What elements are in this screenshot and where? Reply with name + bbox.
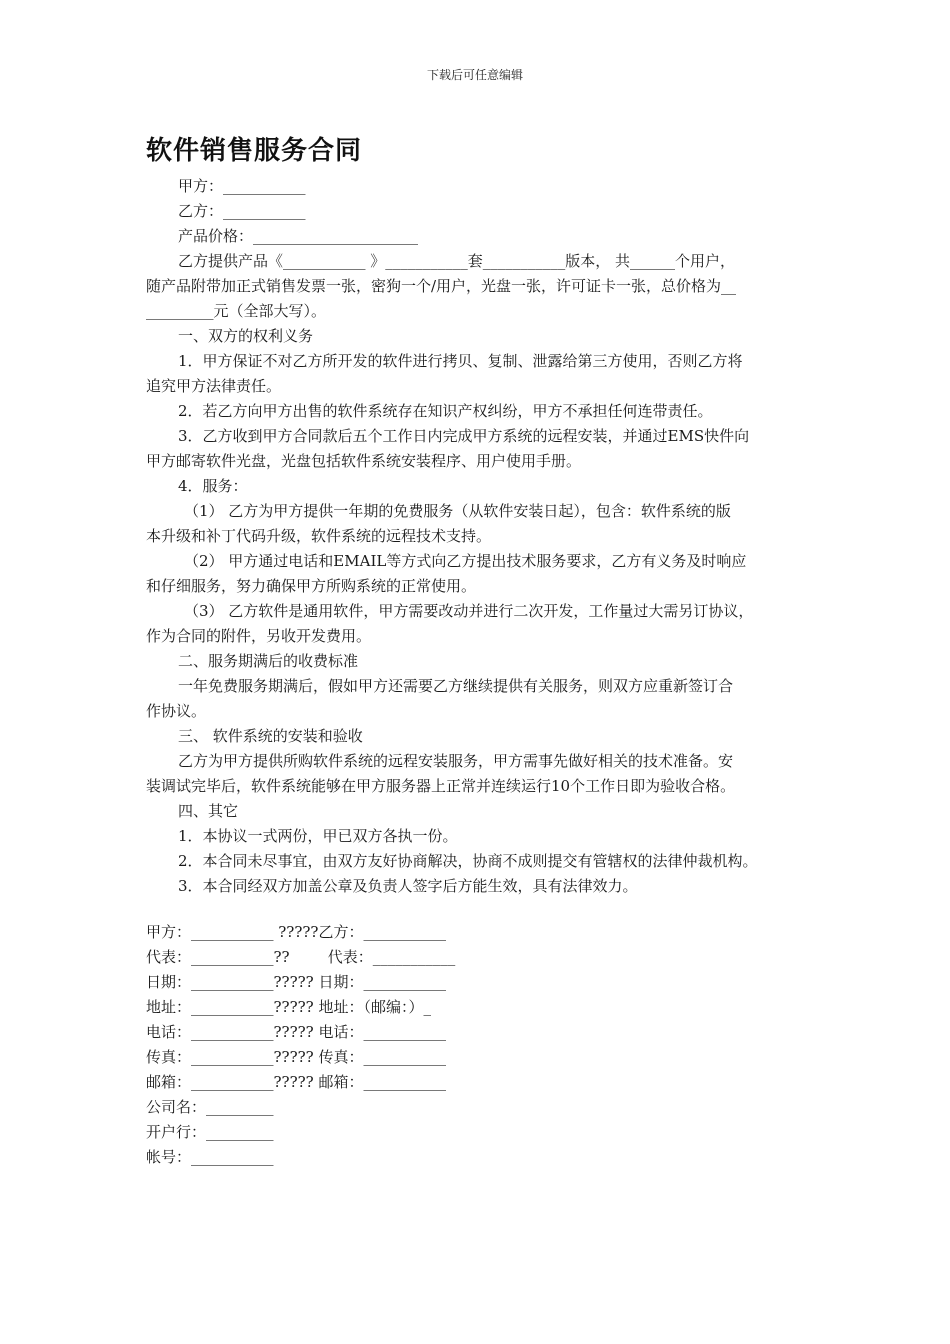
signature-line-bank: 开户行：_________ [146, 1123, 274, 1141]
paragraph-line: 2．本合同未尽事宜，由双方友好协商解决，协商不成则提交有管辖权的法律仲裁机构。 [178, 852, 758, 870]
signature-line-party: 甲方：___________ ?????乙方：___________ [146, 923, 446, 941]
party-a-line: 甲方：___________ [178, 177, 306, 195]
paragraph-line: 甲方邮寄软件光盘，光盘包括软件系统安装程序、用户使用手册。 [146, 452, 582, 470]
signature-line-address: 地址：___________????? 地址：（邮编：）_ [146, 998, 431, 1016]
paragraph-line: （1） 乙方为甲方提供一年期的免费服务（从软件安装日起），包含：软件系统的版 [184, 502, 731, 520]
signature-line-company: 公司名：_________ [146, 1098, 274, 1116]
paragraph-line: 3．本合同经双方加盖公章及负责人签字后方能生效，具有法律效力。 [178, 877, 638, 895]
section-heading: 二、服务期满后的收费标准 [178, 652, 359, 670]
paragraph-line: 一年免费服务期满后，假如甲方还需要乙方继续提供有关服务，则双方应重新签订合 [178, 677, 734, 695]
paragraph-line: 和仔细服务，努力确保甲方所购系统的正常使用。 [146, 577, 477, 595]
paragraph-line: 作为合同的附件，另收开发费用。 [146, 627, 372, 645]
paragraph-line: 本升级和补丁代码升级，软件系统的远程技术支持。 [146, 527, 492, 545]
product-price-line: 产品价格：______________________ [178, 227, 419, 245]
paragraph-line: 装调试完毕后，软件系统能够在甲方服务器上正常并连续运行10个工作日即为验收合格。 [146, 777, 736, 795]
signature-line-fax: 传真：___________????? 传真：___________ [146, 1048, 446, 1066]
contract-body [146, 174, 816, 899]
paragraph-line: 乙方提供产品《___________ 》___________套___________版本， 共______个用户， [178, 252, 736, 270]
signature-line-phone: 电话：___________????? 电话：___________ [146, 1023, 446, 1041]
paragraph-line: 4．服务： [178, 477, 248, 495]
signature-block [146, 920, 816, 1170]
signature-line-email: 邮箱：___________????? 邮箱：___________ [146, 1073, 446, 1091]
paragraph-line: 2．若乙方向甲方出售的软件系统存在知识产权纠纷，甲方不承担任何连带责任。 [178, 402, 713, 420]
signature-line-account: 帐号：___________ [146, 1148, 274, 1166]
paragraph-line: 乙方为甲方提供所购软件系统的远程安装服务，甲方需事先做好相关的技术准备。安 [178, 752, 734, 770]
section-heading: 四、其它 [178, 802, 239, 820]
paragraph-line: 追究甲方法律责任。 [146, 377, 282, 395]
paragraph-line: _________元（全部大写）。 [146, 302, 327, 320]
paragraph-line: 1．本协议一式两份，甲已双方各执一份。 [178, 827, 458, 845]
paragraph-line: 3．乙方收到甲方合同款后五个工作日内完成甲方系统的远程安装，并通过EMS快件向 [178, 427, 750, 445]
paragraph-line: （3） 乙方软件是通用软件，甲方需要改动并进行二次开发，工作量过大需另订协议， [184, 602, 754, 620]
header-note: 下载后可任意编辑 [426, 68, 523, 82]
contract-title: 软件销售服务合同 [146, 136, 363, 166]
party-b-line: 乙方：___________ [178, 202, 306, 220]
paragraph-line: 1．甲方保证不对乙方所开发的软件进行拷贝、复制、泄露给第三方使用，否则乙方将 [178, 352, 743, 370]
signature-line-representative: 代表：___________?? 代表：___________ [146, 948, 456, 966]
section-heading: 一、双方的权利义务 [178, 327, 314, 345]
signature-line-date: 日期：___________????? 日期：___________ [146, 973, 446, 991]
section-heading: 三、 软件系统的安装和验收 [178, 727, 363, 745]
paragraph-line: （2） 甲方通过电话和EMAIL等方式向乙方提出技术服务要求，乙方有义务及时响应 [184, 552, 747, 570]
paragraph-line: 随产品附带加正式销售发票一张，密狗一个/用户，光盘一张，许可证卡一张，总价格为__ [146, 277, 737, 295]
paragraph-line: 作协议。 [146, 702, 207, 720]
